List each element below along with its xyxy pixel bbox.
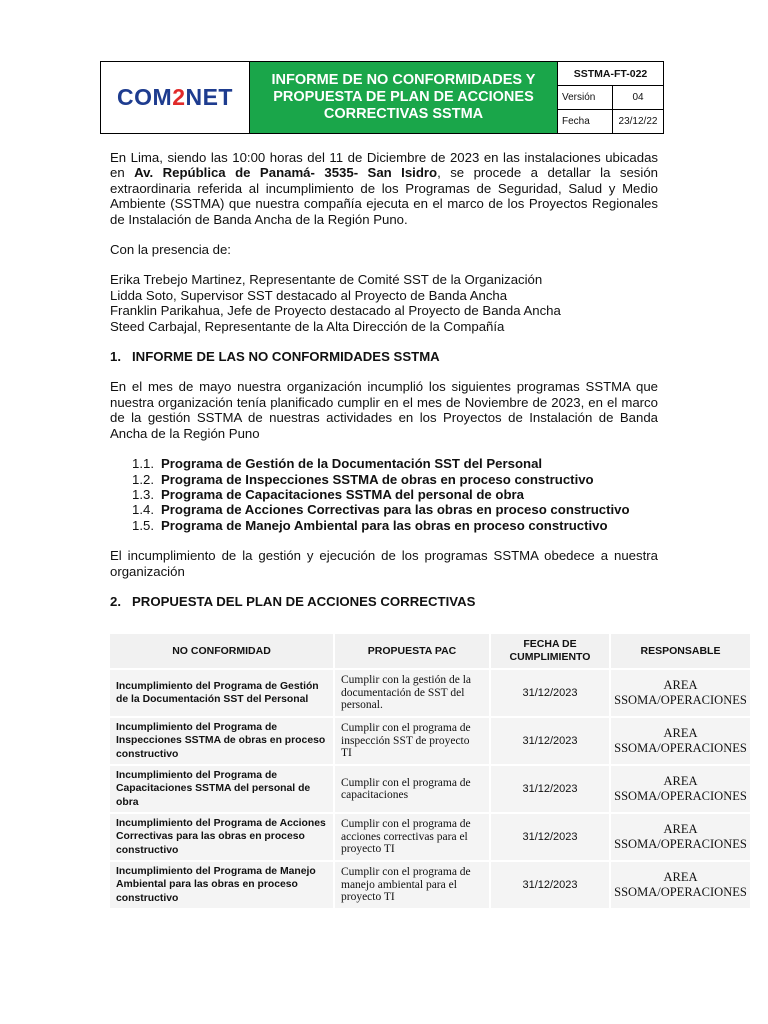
list-item: [110, 472, 658, 487]
table-cell: Incumplimiento del Programa de Capacitaciones SSTMA del personal de obra: [110, 765, 334, 813]
section1-title: INFORME DE LAS NO CONFORMIDADES SSTMA: [132, 349, 440, 365]
table-cell: Incumplimiento del Programa de Acciones Correctivas para las obras en proceso constructivo: [110, 813, 334, 861]
table-cell: AREA SSOMA/OPERACIONES: [610, 861, 751, 909]
logo-cell: [101, 62, 250, 133]
logo-text-2: 2: [172, 84, 186, 110]
section2-heading: [110, 594, 658, 609]
version-label: Versión: [558, 86, 613, 109]
table-cell: Cumplir con el programa de capacitaciones: [334, 765, 490, 813]
attendee-item: Steed Carbajal, Representante de la Alta Dirección de la Compañía: [110, 318, 505, 334]
list-item: [110, 502, 658, 517]
column-header: PROPUESTA PAC: [334, 634, 490, 669]
corrective-actions-table: [110, 634, 752, 910]
attendee-item: Erika Trebejo Martinez, Representante de Comité SST de la Organización: [110, 272, 543, 288]
table-cell: 31/12/2023: [490, 813, 610, 861]
presence-label: Con la presencia de:: [110, 242, 231, 258]
list-item: [110, 518, 658, 533]
table-cell: AREA SSOMA/OPERACIONES: [610, 813, 751, 861]
list-item-text: Programa de Acciones Correctivas para las obras en proceso constructivo: [161, 502, 630, 518]
list-item-text: Programa de Inspecciones SSTMA de obras en proceso constructivo: [161, 471, 594, 487]
table-cell: 31/12/2023: [490, 861, 610, 909]
list-item-text: Programa de Manejo Ambiental para las obras en proceso constructivo: [161, 517, 608, 533]
date-value: 23/12/22: [618, 116, 658, 127]
version-row: [558, 86, 663, 110]
list-item-number: 1.1.: [132, 456, 154, 472]
table-cell: 31/12/2023: [490, 669, 610, 717]
table-cell: 31/12/2023: [490, 717, 610, 765]
table-cell: Cumplir con el programa de inspección SST de proyecto TI: [334, 717, 490, 765]
section2-title: PROPUESTA DEL PLAN DE ACCIONES CORRECTIVAS: [132, 593, 476, 609]
intro-paragraph: [110, 150, 658, 227]
table-cell: Incumplimiento del Programa de Gestión de la Documentación SST del Personal: [110, 669, 334, 717]
list-item-number: 1.2.: [132, 471, 154, 487]
section1-heading: [110, 349, 658, 364]
date-label: Fecha: [558, 110, 613, 133]
table-cell: AREA SSOMA/OPERACIONES: [610, 669, 751, 717]
list-item-number: 1.5.: [132, 517, 154, 533]
column-header: FECHA DE CUMPLIMIENTO: [490, 634, 610, 669]
logo-text-com: COM: [117, 84, 173, 110]
table-row: [110, 813, 751, 861]
document-code: SSTMA-FT-022: [558, 62, 663, 86]
document-header: [100, 61, 664, 134]
logo-text-net: NET: [185, 84, 233, 110]
table-row: [110, 669, 751, 717]
table-cell: AREA SSOMA/OPERACIONES: [610, 717, 751, 765]
list-item: [110, 456, 658, 471]
document-meta: [558, 62, 663, 133]
table-row: [110, 861, 751, 909]
table-header-row: [110, 634, 751, 669]
list-item-number: 1.3.: [132, 486, 154, 502]
section2-number: 2.: [110, 593, 121, 609]
table-row: [110, 717, 751, 765]
program-list: [110, 456, 658, 533]
date-row: [558, 110, 663, 133]
list-item-text: Programa de Gestión de la Documentación SST del Personal: [161, 456, 543, 472]
column-header: NO CONFORMIDAD: [110, 634, 334, 669]
table-cell: Cumplir con el programa de acciones correctivas para el proyecto TI: [334, 813, 490, 861]
table-cell: Incumplimiento del Programa de Inspecciones SSTMA de obras en proceso constructivo: [110, 717, 334, 765]
section1-paragraph: En el mes de mayo nuestra organización incumplió los siguientes programas SSTMA que nuestra organización tenía planificado cumplir en el mes de Noviembre de 2023, en el marco de la gestión SSTMA de nuestras actividades en los Proyectos de Instalación de Banda Ancha de la Región Puno: [110, 379, 658, 441]
table-cell: AREA SSOMA/OPERACIONES: [610, 765, 751, 813]
document-title: INFORME DE NO CONFORMIDADES Y PROPUESTA DE PLAN DE ACCIONES CORRECTIVAS SSTMA: [250, 62, 558, 133]
attendee-list: [110, 272, 658, 334]
attendee-item: Franklin Parikahua, Jefe de Proyecto destacado al Proyecto de Banda Ancha: [110, 303, 561, 319]
document-body: [110, 150, 658, 609]
table-cell: 31/12/2023: [490, 765, 610, 813]
attendee-item: Lidda Soto, Supervisor SST destacado al Proyecto de Banda Ancha: [110, 287, 508, 303]
table-row: [110, 765, 751, 813]
company-logo: [117, 84, 233, 111]
intro-address: Av. República de Panamá- 3535- San Isidro: [134, 165, 438, 181]
section1-number: 1.: [110, 349, 121, 365]
intro-post: , se procede a detallar la sesión extraordinaria referida al incumplimiento de los Programas de Seguridad, Salud y Medio Ambiente (SSTMA) que nuestra compañía ejecuta en el marco de los Proyectos Regionales de Instalación de Banda Ancha de la Región Puno.: [110, 165, 658, 227]
list-item-text: Programa de Capacitaciones SSTMA del personal de obra: [161, 486, 525, 502]
intro-pre: En Lima, siendo las 10:00 horas del 11 de Diciembre de 2023 en las instalaciones ubicadas en: [110, 150, 658, 181]
column-header: RESPONSABLE: [610, 634, 751, 669]
list-item: [110, 487, 658, 502]
table-cell: Incumplimiento del Programa de Manejo Ambiental para las obras en proceso constructivo: [110, 861, 334, 909]
table-cell: Cumplir con la gestión de la documentación de SST del personal.: [334, 669, 490, 717]
version-value: 04: [632, 92, 644, 103]
section1-closing: El incumplimiento de la gestión y ejecución de los programas SSTMA obedece a nuestra organización: [110, 548, 658, 579]
table-cell: Cumplir con el programa de manejo ambiental para el proyecto TI: [334, 861, 490, 909]
list-item-number: 1.4.: [132, 502, 154, 518]
